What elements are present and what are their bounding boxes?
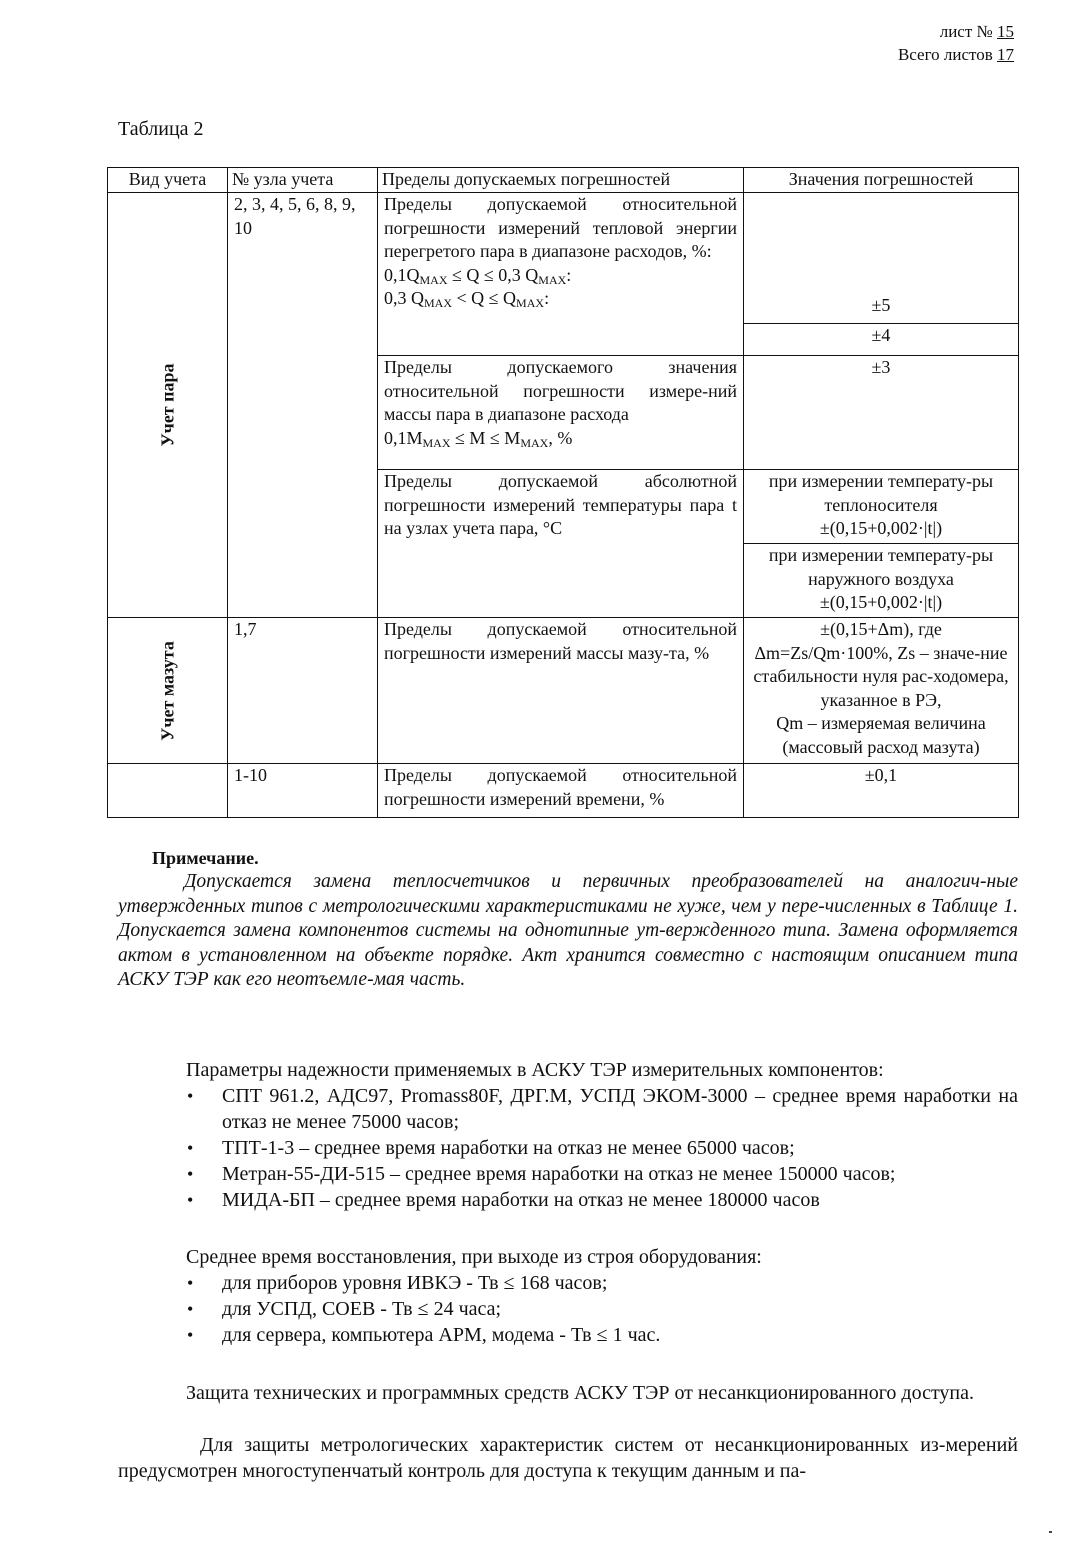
fuel-value-line: Δm=Zs/Qm·100%, Zs – значе-ние стабильности нуля рас-ходомера, указанное в РЭ, [753,642,1009,710]
bullet-icon: • [187,1190,194,1210]
bullet-icon: • [187,1299,194,1319]
range1-value: ±5 [871,294,891,315]
coolant-formula: ±(0,15+0,002·|t|) [819,518,943,538]
sheet-number: 15 [997,22,1014,41]
list-item: • ТПТ-1-3 – среднее время наработки на отказ не менее 65000 часов; [187,1137,795,1159]
range1-value-cell [744,193,1019,324]
list-item: • для приборов уровня ИВКЭ - Тв ≤ 168 часов; [187,1272,608,1294]
temperature-value-outdoor [744,544,1019,618]
error-limits-table [107,167,1019,818]
total-label: Всего листов [897,45,993,64]
steam-nodes-cell: 2, 3, 4, 5, 6, 8, 9, 10 [228,193,378,618]
protection-heading: Защита технических и программных средств АСКУ ТЭР от несанкционированного доступа. [186,1382,975,1404]
bullet-icon: • [187,1086,194,1106]
list-item: • для УСПД, СОЕВ - Тв ≤ 24 часа; [187,1298,502,1320]
steam-mass-text: Пределы допускаемого значения относительной погрешности измере-ний массы пара в диапазоне расхода [384,357,737,424]
bullet-icon: • [187,1164,194,1184]
page-header [898,20,1014,66]
list-item: • МИДА-БП – среднее время наработки на отказ не менее 180000 часов [187,1189,820,1211]
fuel-oil-nodes: 1,7 [228,618,378,764]
scan-artifact [1049,1531,1052,1533]
coolant-text: при измерении температу-ры теплоносителя [768,471,994,515]
reliability-intro: Параметры надежности применяемых в АСКУ ТЭР измерительных компонентов: [186,1059,884,1081]
table-caption: Таблица 2 [118,118,204,140]
fuel-value-line: (массовый расход мазута) [782,736,980,757]
temperature-value-coolant [744,470,1019,544]
group-label-steam: Учет пара [156,363,177,447]
list-item: • Метран-55-ДИ-515 – среднее время наработки на отказ не менее 150000 часов; [187,1163,896,1185]
list-item: • СПТ 961.2, АДС97, Promass80F, ДРГ.М, УСПД ЭКОМ-3000 – среднее время наработки на отказ не менее 75000 часов; [187,1085,1018,1133]
fuel-value-line: Qm – измеряемая величина [776,713,986,733]
column-header: № узла учета [228,168,378,193]
steam-mass-description [378,356,744,470]
notice-body: Допускается замена теплосчетчиков и первичных преобразователей на аналогич-ные утвержденных типов с метрологическими характеристиками не хуже, чем у пере-численных в Таблице 1. Допускается замена компонентов системы на однотипные ут-вержденного типа. Замена оформляется актом в установленном на объекте порядке. Акт хранится совместно с настоящим описанием типа АСКУ ТЭР как его неотъемле-мая часть. [118,871,1018,990]
outdoor-formula: ±(0,15+0,002·|t|) [819,592,943,612]
time-value: ±0,1 [744,764,1019,818]
table-row [108,764,1019,818]
steam-mass-range: $0,1M_{MAX} \le M \le M_{MAX}$, % [384,427,573,450]
fuel-oil-value [744,618,1019,764]
sheet-number-line [898,20,1014,43]
bullet-icon: • [187,1138,194,1158]
column-header: Вид учета [108,168,228,193]
protection-body: Для защиты метрологических характеристик систем от несанкционированных из-мерений предусмотрен многоступенчатый контроль для доступа к текущим данным и па- [118,1434,1018,1482]
empty-group-cell [108,764,228,818]
total-number: 17 [997,45,1014,64]
fuel-value-line: ±(0,15+Δm), где [820,619,942,639]
range1-condition: $0,1Q_{MAX} \le Q \le 0,3$ $Q_{MAX}$: [384,264,572,287]
range2-condition: 0,3 $Q_{MAX} < Q \le Q_{MAX}$: [384,288,550,310]
total-sheets-line [898,43,1014,66]
bullet-icon: • [187,1325,194,1345]
group-label-fuel-oil: Учет мазута [156,640,177,741]
column-header: Значения погрешностей [744,168,1019,193]
sheet-label: лист № [939,22,993,41]
column-header: Пределы допускаемых погрешностей [378,168,744,193]
notice-title: Примечание. [152,848,259,868]
table-row [108,193,1019,324]
range2-value-cell: ±4 [744,324,1019,356]
heat-energy-description [378,193,744,356]
bullet-icon: • [187,1273,194,1293]
group-cell-fuel-oil [108,618,228,764]
time-description: Пределы допускаемой относительной погрешности измерений времени, % [378,764,744,818]
list-item: • для сервера, компьютера АРМ, модема - Тв ≤ 1 час. [187,1324,661,1346]
outdoor-text: при измерении температу-ры наружного воздуха [768,545,994,589]
heat-energy-text: Пределы допускаемой относительной погрешности измерений тепловой энергии перегретого пара в диапазоне расходов, %: [384,194,737,261]
table-header-row [108,168,1019,193]
steam-mass-value: ±3 [744,356,1019,470]
time-nodes: 1-10 [228,764,378,818]
recovery-list [185,1270,1018,1348]
recovery-intro: Среднее время восстановления, при выходе из строя оборудования: [186,1246,762,1268]
reliability-list [185,1083,1018,1213]
temperature-description: Пределы допускаемой абсолютной погрешности измерений температуры пара t на узлах учета пара, °C [378,470,744,618]
group-cell-steam [108,193,228,618]
table-row [108,618,1019,764]
fuel-oil-description: Пределы допускаемой относительной погрешности измерений массы мазу-та, % [378,618,744,764]
